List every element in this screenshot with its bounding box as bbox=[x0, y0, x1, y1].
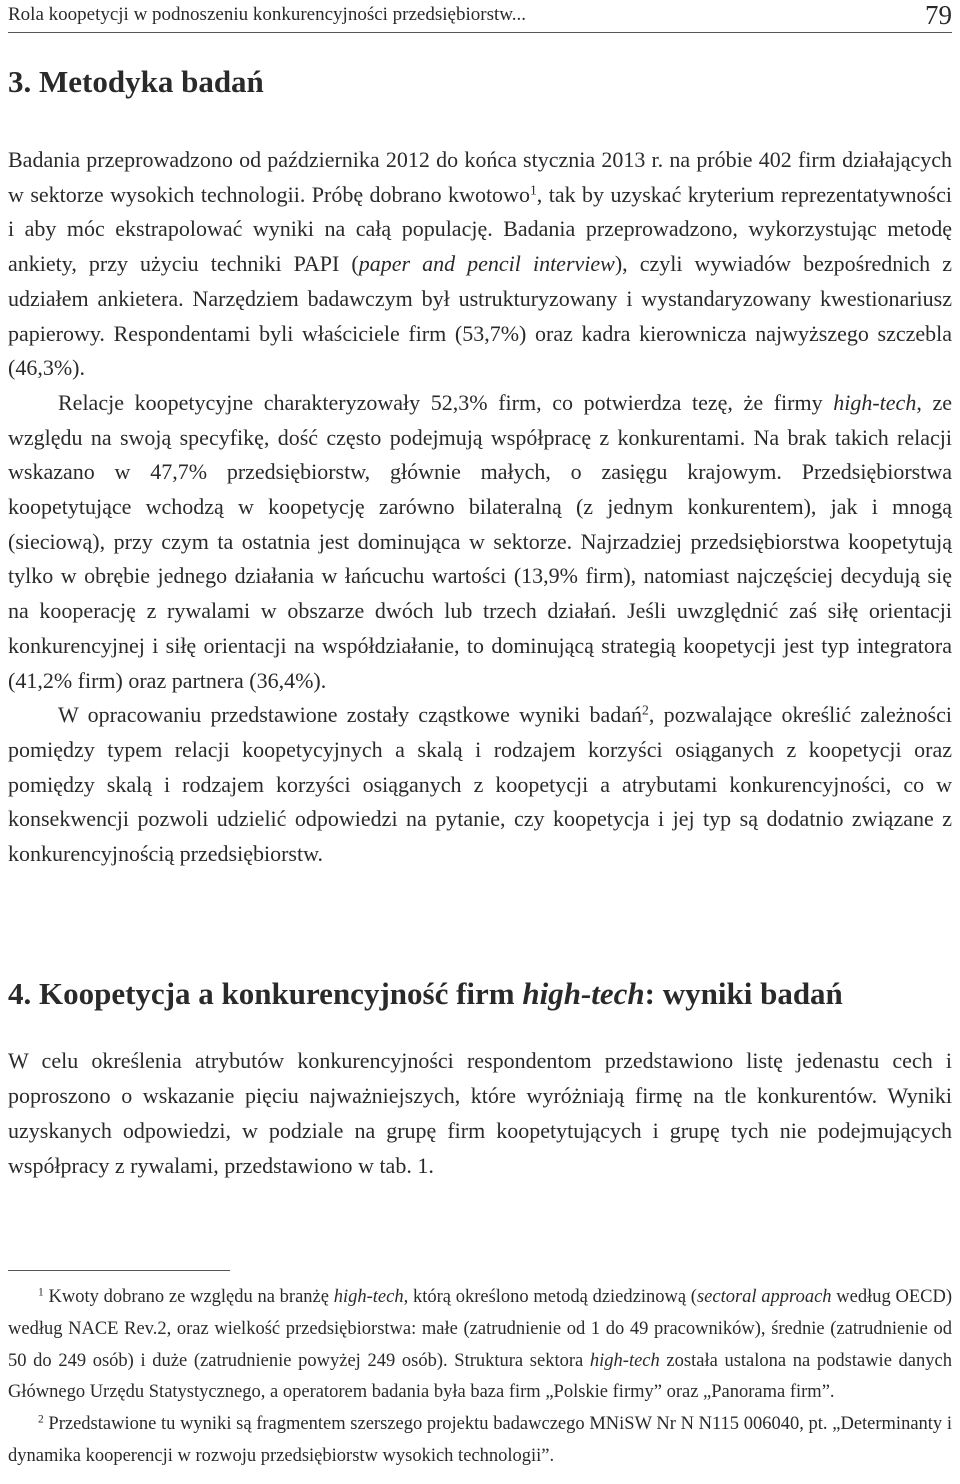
heading-text: : wyniki badań bbox=[644, 976, 843, 1011]
heading-emphasis: high-tech bbox=[522, 976, 645, 1011]
footnote-divider bbox=[8, 1270, 230, 1271]
heading-text: 4. Koopetycja a konkurencyjność firm bbox=[8, 976, 523, 1011]
section-4-paragraph-1: W celu określenia atrybutów konkurencyjności respondentom przedstawiono listę jedenastu cech i poproszono o wskazanie pięciu najważniejszych, które wyróżniają firmę na tle konkurentów. Wyniki uzyskanych odpowiedzi, w podziale na grupę firm koopetytujących i grupę tych nie podejmujących współpracy z rywalami, przedstawiono w tab. 1. bbox=[8, 1048, 952, 1178]
footnote-1 bbox=[8, 1282, 952, 1409]
footnote-number: 1 bbox=[38, 1286, 44, 1299]
footnote-number: 2 bbox=[38, 1413, 44, 1426]
footnote-text: , którą określono metodą dziedzinową ( bbox=[403, 1287, 697, 1307]
paragraph-text: W opracowaniu przedstawione zostały cząstkowe wyniki badań bbox=[58, 702, 643, 728]
section-3-paragraph-3 bbox=[8, 698, 952, 872]
footnote-text: Przedstawione tu wyniki są fragmentem szerszego projektu badawczego MNiSW Nr N N115 006040, pt. „Determinanty i dynamika kooperencji w rozwoju przedsiębiorstw wysokich technologii”. bbox=[8, 1414, 952, 1466]
section-3-paragraph-2 bbox=[8, 386, 952, 698]
footnote-2 bbox=[8, 1409, 952, 1473]
section-4-heading bbox=[8, 976, 843, 1012]
paragraph-text: , pozwalające określić zależności pomiędzy typem relacji koopetycyjnych a skalą i rodzajem korzyści osiąganych z koopetycji oraz pomiędzy skalą i rodzajem korzyści osiąganych z koopetycji a atrybutami konkurencyjności, co w konsekwencji pozwoli udzielić odpowiedzi na pytanie, czy koopetycja i jej typ są dodatnio związane z konkurencyjnością przedsiębiorstw. bbox=[8, 702, 952, 867]
emphasis-text: high-tech bbox=[589, 1350, 660, 1371]
emphasis-text: high-tech bbox=[833, 389, 917, 415]
paragraph-text: , ze względu na swoją specyfikę, dość często podejmują współpracę z konkurentami. Na brak takich relacji wskazano w 47,7% przedsiębiorstw, głównie małych, o zasięgu krajowym. Przedsiębiorstwa koopetytujące wchodzą w koopetycję zarówno bilateralną (z jednym konkurentem), jak i mnogą (sieciową), przy czym ta ostatnia jest dominująca w sektorze. Najrzadziej przedsiębiorstwa koopetytują tylko w obrębie jednego działania w łańcuchu wartości (13,9% firm), natomiast najczęściej decydują się na kooperację z rywalami w obszarze dwóch lub trzech działań. Jeśli uwzględnić zaś siłę orientacji konkurencyjnej i siłę orientacji na współdziałanie, to dominującą strategią koopetycji jest typ integratora (41,2% firm) oraz partnera (36,4%). bbox=[8, 389, 952, 693]
paragraph-text: Relacje koopetycyjne charakteryzowały 52,3% firm, co potwierdza tezę, że firmy bbox=[58, 389, 834, 415]
paragraph-text: , tak by uzyskać kryterium reprezentatywności i aby móc ekstrapolować wyniki na całą populację. Badania przeprowadzono, wykorzystując metodę ankiety, przy użyciu techniki PAPI ( bbox=[8, 181, 952, 277]
footnote-text: Kwoty dobrano ze względu na branżę bbox=[43, 1287, 334, 1307]
page-number: 79 bbox=[925, 0, 952, 30]
footnotes bbox=[8, 1282, 952, 1473]
footnote-text: według OECD) według NACE Rev.2, oraz wielkość przedsiębiorstwa: małe (zatrudnienie od 1 do 49 pracowników), średnie (zatrudnienie od 50 do 249 osób) i duże (zatrudnienie powyżej 249 osób). Struktura sektora bbox=[8, 1287, 952, 1371]
paragraph-text: Badania przeprowadzono od października 2012 do końca stycznia 2013 r. na próbie 402 firm działających w sektorze wysokich technologii. Próbę dobrano kwotowo bbox=[8, 147, 952, 207]
footnote-ref-2: 2 bbox=[642, 702, 649, 718]
section-3-body bbox=[8, 143, 952, 872]
running-header bbox=[8, 2, 952, 33]
emphasis-text: paper and pencil interview bbox=[358, 251, 615, 277]
emphasis-text: sectoral approach bbox=[696, 1287, 832, 1307]
paragraph-text: ), czyli wywiadów bezpośrednich z udziałem ankietera. Narzędziem badawczym był ustrukturyzowany i wystandaryzowany kwestionariusz papierowy. Respondentami byli właściciele firm (53,7%) oraz kadra kierownicza najwyższego szczebla (46,3%). bbox=[8, 251, 952, 381]
emphasis-text: high-tech bbox=[333, 1287, 404, 1307]
section-3-paragraph-1 bbox=[8, 143, 952, 386]
section-4-body bbox=[8, 1043, 952, 1183]
section-3-heading: 3. Metodyka badań bbox=[8, 64, 264, 99]
footnote-ref-1: 1 bbox=[529, 182, 537, 198]
footnote-text: została ustalona na podstawie danych Głównego Urzędu Statystycznego, a operatorem badania była baza firm „Polskie firmy” oraz „Panorama firm”. bbox=[8, 1350, 952, 1403]
running-title: Rola koopetycji w podnoszeniu konkurencyjności przedsiębiorstw... bbox=[8, 4, 526, 25]
